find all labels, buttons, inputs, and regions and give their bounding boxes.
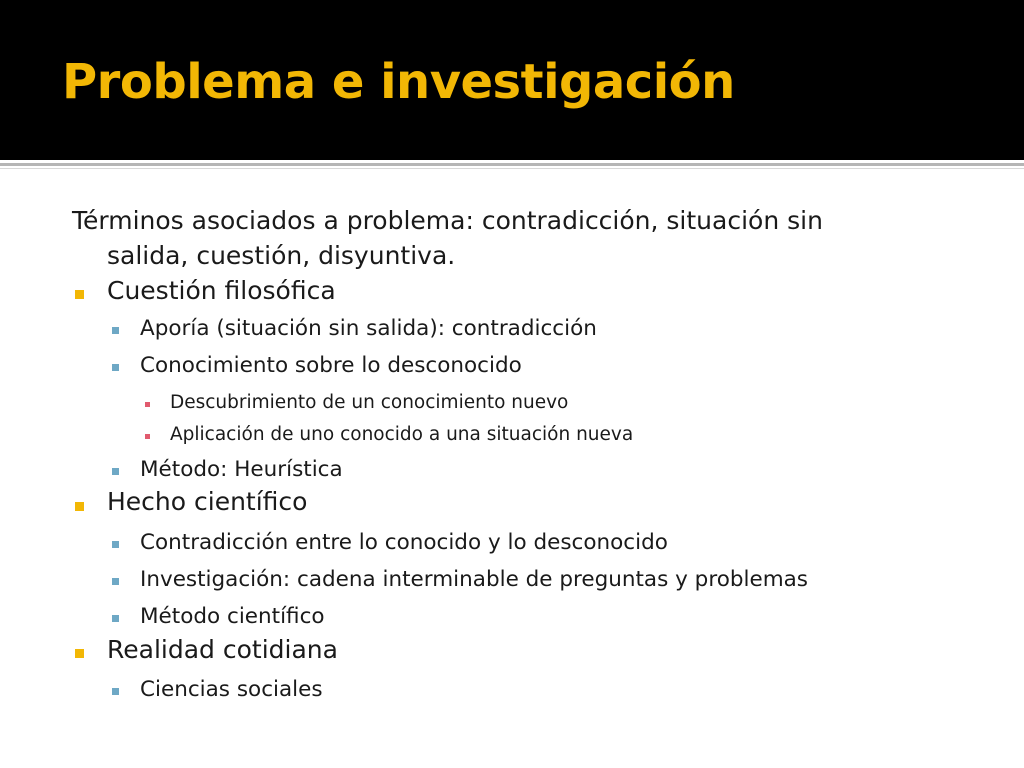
square-bullet-icon bbox=[75, 649, 84, 658]
list-item: Aporía (situación sin salida): contradicción bbox=[140, 316, 597, 341]
list-item: Contradicción entre lo conocido y lo desconocido bbox=[140, 530, 668, 555]
sub-list-item: Descubrimiento de un conocimiento nuevo bbox=[170, 392, 569, 413]
list-item: Conocimiento sobre lo desconocido bbox=[140, 353, 522, 378]
square-bullet-icon bbox=[112, 364, 119, 371]
square-bullet-icon bbox=[112, 327, 119, 334]
square-bullet-icon bbox=[112, 468, 119, 475]
square-bullet-icon bbox=[145, 402, 150, 407]
square-bullet-icon bbox=[112, 541, 119, 548]
list-item: Método científico bbox=[140, 604, 325, 629]
list-item: Investigación: cadena interminable de preguntas y problemas bbox=[140, 567, 809, 592]
list-item: Ciencias sociales bbox=[140, 677, 323, 702]
sub-list-item: Aplicación de uno conocido a una situación nueva bbox=[170, 424, 634, 445]
square-bullet-icon bbox=[112, 688, 119, 695]
square-bullet-icon bbox=[145, 434, 150, 439]
slide-title: Problema e investigación bbox=[62, 54, 735, 110]
list-item: Método: Heurística bbox=[140, 457, 343, 482]
square-bullet-icon bbox=[112, 578, 119, 585]
square-bullet-icon bbox=[112, 615, 119, 622]
section-heading-hecho-cientifico: Hecho científico bbox=[107, 487, 308, 516]
intro-text-continued: salida, cuestión, disyuntiva. bbox=[107, 241, 456, 270]
intro-text: Términos asociados a problema: contradicción, situación sin bbox=[72, 206, 823, 235]
section-heading-realidad-cotidiana: Realidad cotidiana bbox=[107, 635, 338, 664]
square-bullet-icon bbox=[75, 290, 84, 299]
square-bullet-icon bbox=[75, 502, 84, 511]
section-heading-cuestion-filosofica: Cuestión filosófica bbox=[107, 276, 336, 305]
